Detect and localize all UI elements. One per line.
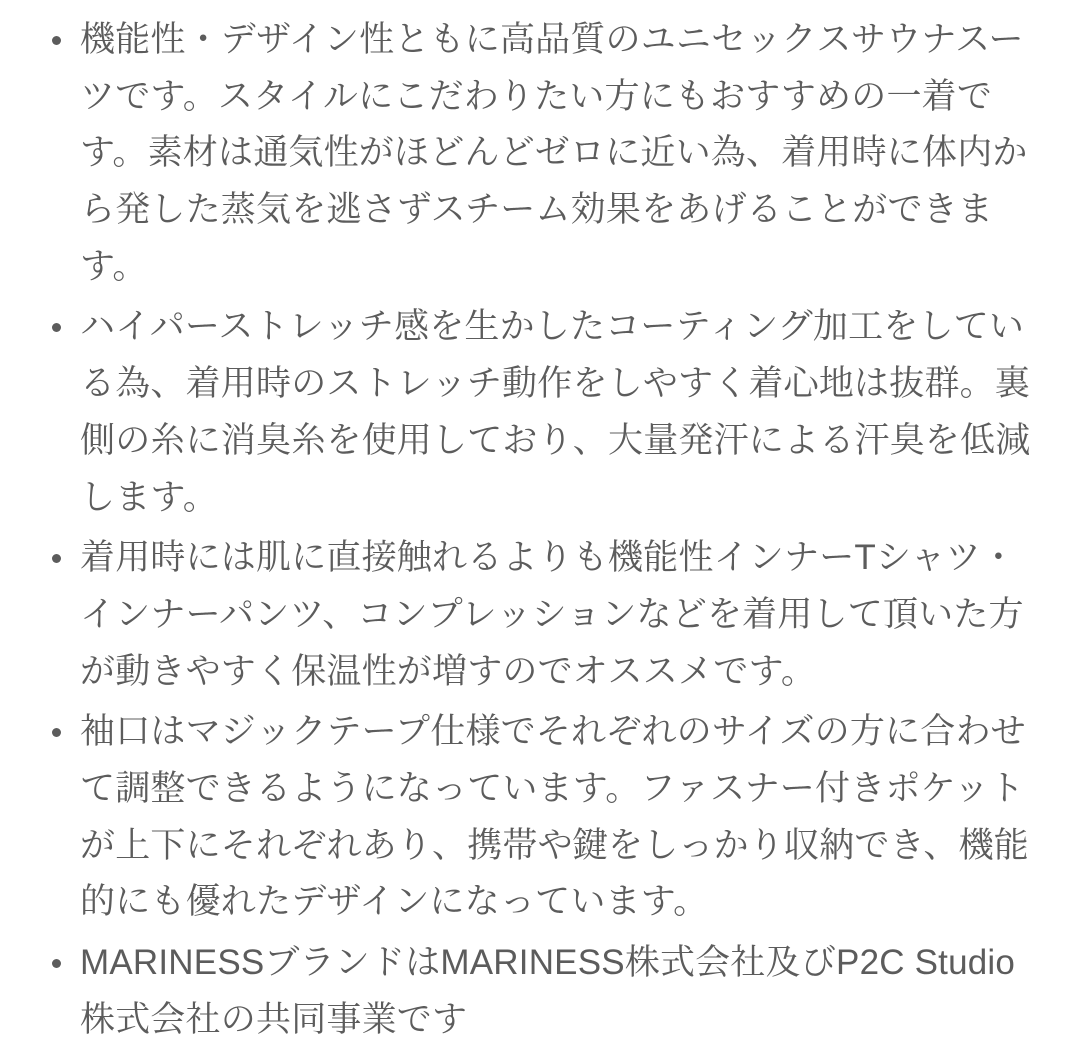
list-item: ハイパーストレッチ感を生かしたコーティング加工をしている為、着用時のストレッチ動作をしやすく着心地は抜群。裏側の糸に消臭糸を使用しており、大量発汗による汗臭を低減します。: [30, 299, 1044, 526]
list-item: 機能性・デザイン性ともに高品質のユニセックスサウナスーツです。スタイルにこだわりたい方にもおすすめの一着です。素材は通気性がほどんどゼロに近い為、着用時に体内から発した蒸気を逃さずスチーム効果をあげることができます。: [30, 12, 1044, 295]
feature-bullet-list: [30, 12, 1044, 1048]
list-item: MARINESSブランドはMARINESS株式会社及びP2C Studio株式会社の共同事業です: [30, 935, 1044, 1048]
list-item: 着用時には肌に直接触れるよりも機能性インナーTシャツ・インナーパンツ、コンプレッションなどを着用して頂いた方が動きやすく保温性が増すのでオススメです。: [30, 530, 1044, 700]
list-item: 袖口はマジックテープ仕様でそれぞれのサイズの方に合わせて調整できるようになっています。ファスナー付きポケットが上下にそれぞれあり、携帯や鍵をしっかり収納でき、機能的にも優れたデザインになっています。: [30, 704, 1044, 931]
